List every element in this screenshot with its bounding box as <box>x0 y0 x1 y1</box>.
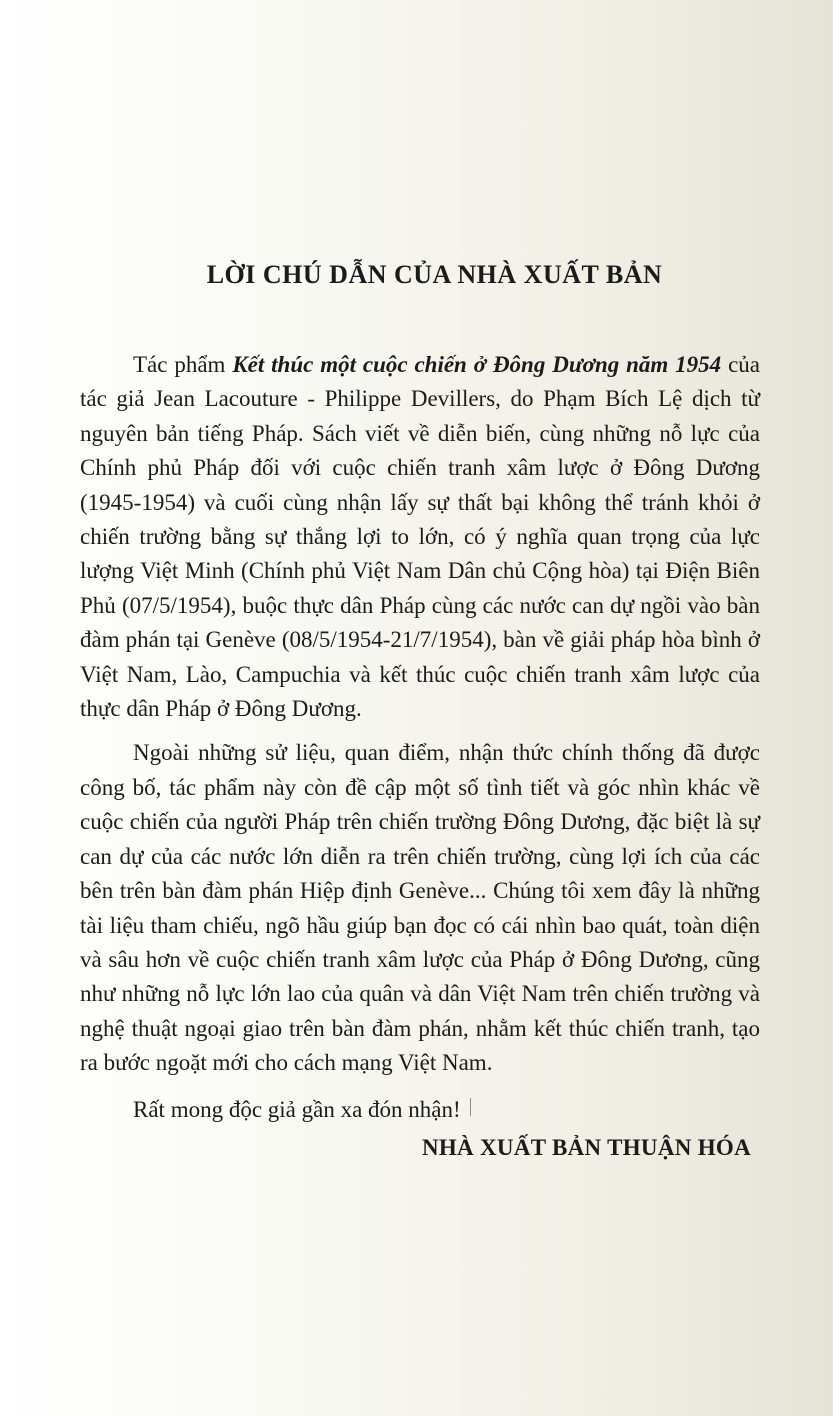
publisher-signature: NHÀ XUẤT BẢN THUẬN HÓA <box>421 1135 751 1160</box>
paragraph-1-rest: của tác giả Jean Lacouture - Philippe Devillers, do Phạm Bích Lệ dịch từ nguyên bản tiếng Pháp. Sách viết về diễn biến, cùng những nỗ lực của Chính phủ Pháp đối với cuộc chiến tranh xâm lược ở Đông Dương (1945-1954) và cuối cùng nhận lấy sự thất bại không thể tránh khỏi ở chiến trường bằng sự thắng lợi to lớn, có ý nghĩa quan trọng của lực lượng Việt Minh (Chính phủ Việt Nam Dân chủ Cộng hòa) tại Điện Biên Phủ (07/5/1954), buộc thực dân Pháp cùng các nước can dự ngồi vào bàn đàm phán tại Genève (08/5/1954-21/7/1954), bàn về giải pháp hòa bình ở Việt Nam, Lào, Campuchia và kết thúc cuộc chiến tranh xâm lược của thực dân Pháp ở Đông Dương. <box>80 352 760 722</box>
body-text <box>80 348 760 1081</box>
book-title: Kết thúc một cuộc chiến ở Đông Dương năm 1954 <box>232 352 722 377</box>
page-title: LỜI CHÚ DẪN CỦA NHÀ XUẤT BẢN <box>206 260 663 289</box>
paragraph-2: Ngoài những sử liệu, quan điểm, nhận thức chính thống đã được công bố, tác phẩm này còn đề cập một số tình tiết và góc nhìn khác về cuộc chiến của người Pháp trên chiến trường Đông Dương, đặc biệt là sự can dự của các nước lớn diễn ra trên chiến trường, cùng lợi ích của các bên trên bàn đàm phán Hiệp định Genève... Chúng tôi xem đây là những tài liệu tham chiếu, ngõ hầu giúp bạn đọc có cái nhìn bao quát, toàn diện và sâu hơn về cuộc chiến tranh xâm lược của Pháp ở Đông Dương, cũng như những nỗ lực lớn lao của quân và dân Việt Nam trên chiến trường và nghệ thuật ngoại giao trên bàn đàm phán, nhằm kết thúc chiến tranh, tạo ra bước ngoặt mới cho cách mạng Việt Nam. <box>80 740 760 1076</box>
closing-line: Rất mong độc giả gần xa đón nhận! <box>133 1097 461 1122</box>
paragraph-1-lead: Tác phẩm <box>133 352 233 377</box>
paragraph-1 <box>80 348 760 726</box>
ink-mark <box>470 1098 471 1116</box>
